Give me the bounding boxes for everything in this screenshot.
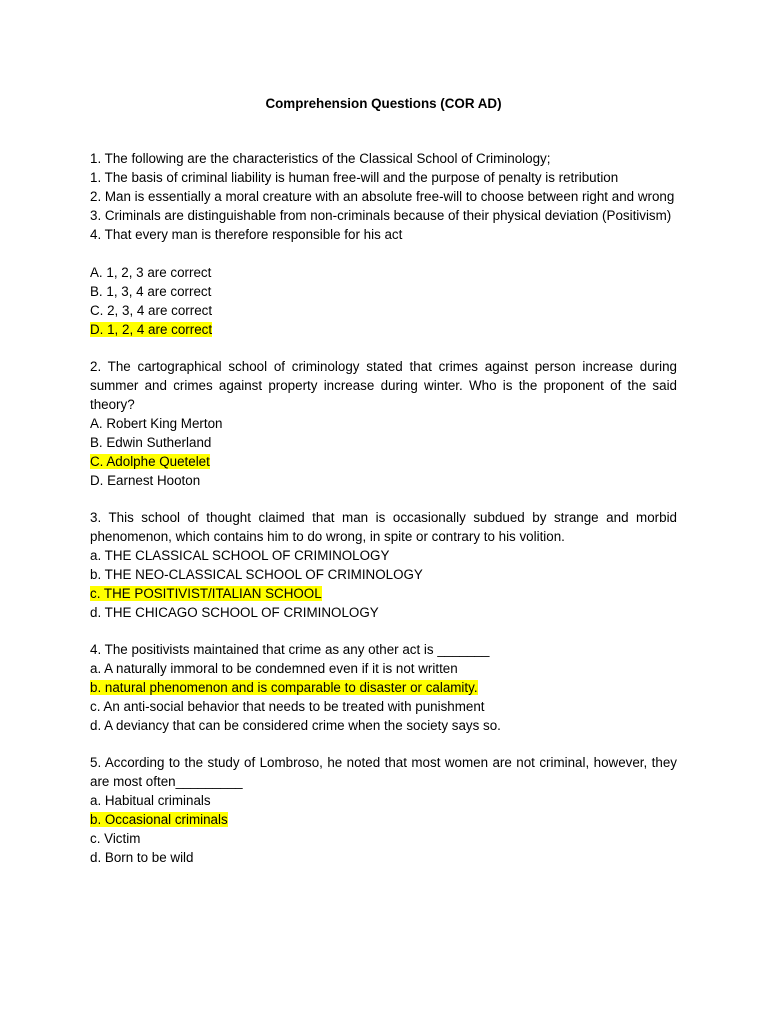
question-5	[90, 753, 677, 867]
answer-choice-correct	[90, 320, 677, 339]
question-stem: 4. The positivists maintained that crime as any other act is _______	[90, 642, 490, 657]
answer-choice: a. A naturally immoral to be condemned even if it is not written	[90, 661, 458, 676]
answer-choice-correct	[90, 452, 677, 471]
question-4	[90, 640, 677, 735]
answer-highlight: b. natural phenomenon and is comparable to disaster or calamity.	[90, 680, 478, 695]
question-stem: 3. This school of thought claimed that man is occasionally subdued by strange and morbid phenomenon, which contains him to do wrong, in spite or contrary to his volition.	[90, 510, 677, 544]
answer-choice-correct	[90, 678, 677, 697]
statement-item: 4. That every man is therefore responsible for his act	[90, 227, 403, 242]
answer-highlight: C. Adolphe Quetelet	[90, 454, 210, 469]
statement-item: 2. Man is essentially a moral creature with an absolute free-will to choose between right and wrong	[90, 189, 675, 204]
answer-choice: d. THE CHICAGO SCHOOL OF CRIMINOLOGY	[90, 605, 379, 620]
answer-choice: d. Born to be wild	[90, 850, 194, 865]
answer-choice-correct	[90, 810, 677, 829]
question-stem: 1. The following are the characteristics of the Classical School of Criminology;	[90, 151, 551, 166]
answer-choice: b. THE NEO-CLASSICAL SCHOOL OF CRIMINOLOGY	[90, 567, 423, 582]
answer-choice: C. 2, 3, 4 are correct	[90, 303, 213, 318]
answer-choice: a. Habitual criminals	[90, 793, 211, 808]
answer-highlight: D. 1, 2, 4 are correct	[90, 322, 213, 337]
answer-highlight: b. Occasional criminals	[90, 812, 228, 827]
answer-choice: A. 1, 2, 3 are correct	[90, 265, 212, 280]
answer-choice: c. Victim	[90, 831, 141, 846]
answer-choice: B. Edwin Sutherland	[90, 435, 212, 450]
statement-item: 3. Criminals are distinguishable from non-criminals because of their physical deviation (Positivism)	[90, 208, 672, 223]
answer-choice-correct	[90, 584, 677, 603]
question-1	[90, 149, 677, 339]
question-stem: 2. The cartographical school of criminology stated that crimes against person increase during summer and crimes against property increase during winter. Who is the proponent of the said theory?	[90, 359, 677, 412]
question-stem: 5. According to the study of Lombroso, he noted that most women are not criminal, however, they are most often_________	[90, 755, 677, 789]
answer-choice: a. THE CLASSICAL SCHOOL OF CRIMINOLOGY	[90, 548, 390, 563]
document-title: Comprehension Questions (COR AD)	[265, 96, 502, 111]
answer-choice: D. Earnest Hooton	[90, 473, 201, 488]
statement-item: 1. The basis of criminal liability is human free-will and the purpose of penalty is retribution	[90, 170, 619, 185]
answer-highlight: c. THE POSITIVIST/ITALIAN SCHOOL	[90, 586, 322, 601]
question-3	[90, 508, 677, 622]
document-page	[90, 94, 677, 885]
answer-choice: A. Robert King Merton	[90, 416, 223, 431]
answer-choice: c. An anti-social behavior that needs to be treated with punishment	[90, 699, 485, 714]
answer-choice: B. 1, 3, 4 are correct	[90, 284, 212, 299]
question-2	[90, 357, 677, 490]
answer-choice: d. A deviancy that can be considered crime when the society says so.	[90, 718, 501, 733]
